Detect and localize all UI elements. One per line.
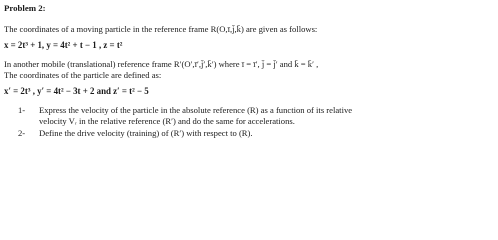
question-number: 2- xyxy=(18,128,26,138)
mobile-frame-text-line-1: In another mobile (translational) reference frame R′(O′,ī′,j̄′,k̄′) where ī = ī′, j̄ = j̄′ and k̄ = k̄′ , xyxy=(4,59,319,69)
question-item xyxy=(4,128,498,139)
question-list xyxy=(4,105,498,139)
position-equations-r-prime: x′ = 2t³ , y′ = 4t² − 3t + 2 and z′ = t² − 5 xyxy=(4,86,149,96)
question-text-line-2: velocity Vᵣ in the relative reference (R′) and do the same for accelerations. xyxy=(39,116,295,126)
intro-text: The coordinates of a moving particle in the reference frame R(O,ī,j̄,k̄) are given as follows: xyxy=(4,24,318,34)
question-item xyxy=(4,105,498,127)
mobile-frame-text-line-2: The coordinates of the particle are defined as: xyxy=(4,70,162,80)
question-text-line-1: Define the drive velocity (training) of (R′) with respect to (R). xyxy=(39,128,253,138)
question-number: 1- xyxy=(18,105,26,115)
problem-title: Problem 2: xyxy=(4,3,46,13)
position-equations-r: x = 2t³ + 1, y = 4t² + t − 1 , z = t² xyxy=(4,40,123,50)
question-text-line-1: Express the velocity of the particle in the absolute reference (R) as a function of its relative xyxy=(39,105,353,115)
